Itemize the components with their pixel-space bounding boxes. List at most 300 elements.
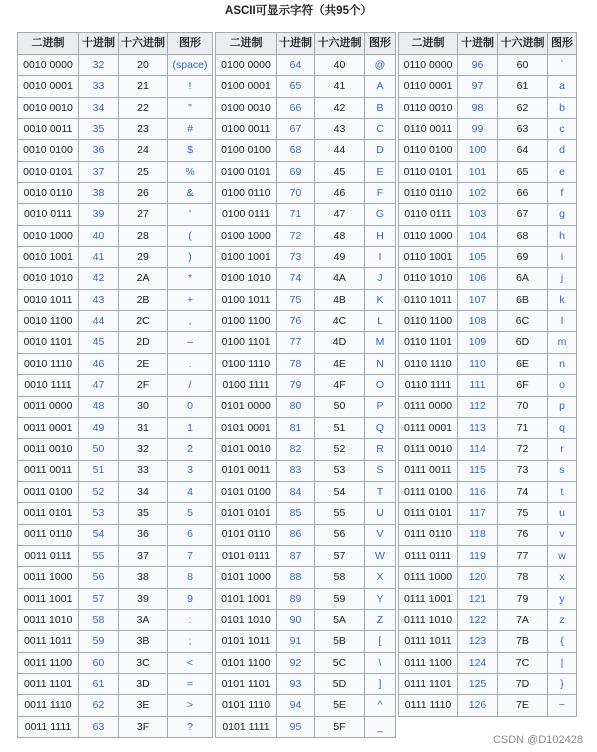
binary-cell: 0110 0110 (399, 183, 458, 204)
decimal-cell[interactable]: 46 (79, 353, 119, 374)
decimal-cell[interactable]: 59 (79, 631, 119, 652)
glyph-cell[interactable]: { (548, 631, 577, 652)
decimal-cell[interactable]: 99 (458, 119, 498, 140)
glyph-cell[interactable]: (space) (168, 55, 213, 76)
binary-cell: 0101 0010 (216, 439, 277, 460)
decimal-cell[interactable]: 41 (79, 247, 119, 268)
binary-cell: 0111 0001 (399, 417, 458, 438)
decimal-cell[interactable]: 110 (458, 353, 498, 374)
decimal-cell[interactable]: 73 (277, 247, 315, 268)
decimal-cell[interactable]: 108 (458, 311, 498, 332)
decimal-cell[interactable]: 78 (277, 353, 315, 374)
binary-cell: 0011 1101 (18, 673, 79, 694)
hex-cell: 2C (119, 311, 168, 332)
binary-cell: 0110 0101 (399, 161, 458, 182)
decimal-cell[interactable]: 117 (458, 503, 498, 524)
glyph-cell[interactable]: , (168, 311, 213, 332)
glyph-cell[interactable]: | (548, 652, 577, 673)
table-row (216, 76, 396, 97)
decimal-cell[interactable]: 61 (79, 673, 119, 694)
decimal-cell[interactable]: 69 (277, 161, 315, 182)
decimal-cell[interactable]: 109 (458, 332, 498, 353)
glyph-cell[interactable]: i (548, 247, 577, 268)
decimal-cell[interactable]: 66 (277, 97, 315, 118)
decimal-cell[interactable]: 114 (458, 439, 498, 460)
glyph-cell[interactable]: Z (365, 609, 396, 630)
glyph-cell[interactable]: b (548, 97, 577, 118)
hex-cell: 3C (119, 652, 168, 673)
decimal-cell[interactable]: 125 (458, 673, 498, 694)
binary-cell: 0101 1101 (216, 673, 277, 694)
hex-cell: 40 (315, 55, 365, 76)
glyph-cell[interactable]: 6 (168, 524, 213, 545)
decimal-cell[interactable]: 32 (79, 55, 119, 76)
decimal-cell[interactable]: 113 (458, 417, 498, 438)
table-row (18, 268, 213, 289)
hex-cell: 70 (498, 396, 548, 417)
hex-cell: 21 (119, 76, 168, 97)
decimal-cell[interactable]: 81 (277, 417, 315, 438)
decimal-cell[interactable]: 88 (277, 567, 315, 588)
glyph-cell[interactable]: C (365, 119, 396, 140)
hex-cell: 29 (119, 247, 168, 268)
glyph-cell[interactable]: ~ (548, 695, 577, 716)
glyph-cell[interactable]: w (548, 545, 577, 566)
hex-cell: 31 (119, 417, 168, 438)
glyph-cell[interactable]: V (365, 524, 396, 545)
decimal-cell[interactable]: 36 (79, 140, 119, 161)
decimal-cell[interactable]: 83 (277, 460, 315, 481)
glyph-cell[interactable]: [ (365, 631, 396, 652)
hex-cell: 34 (119, 481, 168, 502)
table-row (399, 140, 577, 161)
hex-cell: 46 (315, 183, 365, 204)
decimal-cell[interactable]: 39 (79, 204, 119, 225)
decimal-cell[interactable]: 116 (458, 481, 498, 502)
glyph-cell[interactable]: d (548, 140, 577, 161)
table-row (18, 588, 213, 609)
table-row (216, 289, 396, 310)
decimal-cell[interactable]: 56 (79, 567, 119, 588)
table-row (399, 524, 577, 545)
glyph-cell[interactable]: 9 (168, 588, 213, 609)
decimal-cell[interactable]: 118 (458, 524, 498, 545)
table-header-row (216, 33, 396, 55)
decimal-cell[interactable]: 62 (79, 695, 119, 716)
glyph-cell[interactable]: ( (168, 225, 213, 246)
decimal-cell[interactable]: 71 (277, 204, 315, 225)
decimal-cell[interactable]: 67 (277, 119, 315, 140)
table-row (399, 332, 577, 353)
table-row (216, 119, 396, 140)
glyph-cell[interactable]: F (365, 183, 396, 204)
table-row (399, 375, 577, 396)
decimal-cell[interactable]: 80 (277, 396, 315, 417)
hex-cell: 24 (119, 140, 168, 161)
binary-cell: 0010 0100 (18, 140, 79, 161)
hex-cell: 4D (315, 332, 365, 353)
decimal-cell[interactable]: 42 (79, 268, 119, 289)
glyph-cell[interactable]: } (548, 673, 577, 694)
decimal-cell[interactable]: 101 (458, 161, 498, 182)
decimal-cell[interactable]: 60 (79, 652, 119, 673)
table-row (399, 161, 577, 182)
glyph-cell[interactable]: U (365, 503, 396, 524)
decimal-cell[interactable]: 105 (458, 247, 498, 268)
glyph-cell[interactable]: ` (548, 55, 577, 76)
glyph-cell[interactable]: ] (365, 673, 396, 694)
glyph-cell[interactable]: ! (168, 76, 213, 97)
hex-cell: 64 (498, 140, 548, 161)
glyph-cell[interactable]: 4 (168, 481, 213, 502)
glyph-cell[interactable]: P (365, 396, 396, 417)
glyph-cell[interactable]: D (365, 140, 396, 161)
decimal-cell[interactable]: 111 (458, 375, 498, 396)
glyph-cell[interactable]: O (365, 375, 396, 396)
glyph-cell[interactable]: + (168, 289, 213, 310)
hex-cell: 38 (119, 567, 168, 588)
decimal-cell[interactable]: 65 (277, 76, 315, 97)
binary-cell: 0111 0011 (399, 460, 458, 481)
table-row (399, 652, 577, 673)
glyph-cell[interactable]: t (548, 481, 577, 502)
decimal-cell[interactable]: 86 (277, 524, 315, 545)
decimal-cell[interactable]: 47 (79, 375, 119, 396)
decimal-cell[interactable]: 63 (79, 716, 119, 737)
decimal-cell[interactable]: 51 (79, 460, 119, 481)
hex-cell: 36 (119, 524, 168, 545)
decimal-cell[interactable]: 112 (458, 396, 498, 417)
binary-cell: 0010 1101 (18, 332, 79, 353)
decimal-cell[interactable]: 100 (458, 140, 498, 161)
glyph-cell[interactable]: 7 (168, 545, 213, 566)
glyph-cell[interactable]: < (168, 652, 213, 673)
binary-cell: 0111 0000 (399, 396, 458, 417)
glyph-cell[interactable]: 1 (168, 417, 213, 438)
decimal-cell[interactable]: 34 (79, 97, 119, 118)
glyph-cell[interactable]: ? (168, 716, 213, 737)
binary-cell: 0011 0110 (18, 524, 79, 545)
hex-cell: 3B (119, 631, 168, 652)
glyph-cell[interactable]: p (548, 396, 577, 417)
glyph-cell[interactable]: – (168, 332, 213, 353)
hex-cell: 45 (315, 161, 365, 182)
binary-cell: 0111 1110 (399, 695, 458, 716)
decimal-cell[interactable]: 119 (458, 545, 498, 566)
glyph-cell[interactable]: e (548, 161, 577, 182)
decimal-cell[interactable]: 44 (79, 311, 119, 332)
glyph-cell[interactable]: B (365, 97, 396, 118)
table-row (399, 268, 577, 289)
hex-cell: 6C (498, 311, 548, 332)
table-row (18, 353, 213, 374)
glyph-cell[interactable]: k (548, 289, 577, 310)
hex-cell: 28 (119, 225, 168, 246)
glyph-cell[interactable]: z (548, 609, 577, 630)
decimal-cell[interactable]: 49 (79, 417, 119, 438)
binary-cell: 0111 0010 (399, 439, 458, 460)
table-row (216, 311, 396, 332)
decimal-cell[interactable]: 103 (458, 204, 498, 225)
decimal-cell[interactable]: 70 (277, 183, 315, 204)
glyph-cell[interactable]: / (168, 375, 213, 396)
decimal-cell[interactable]: 40 (79, 225, 119, 246)
hex-cell: 75 (498, 503, 548, 524)
glyph-cell[interactable]: E (365, 161, 396, 182)
table-header-row (399, 33, 577, 55)
hex-cell: 42 (315, 97, 365, 118)
glyph-cell[interactable]: S (365, 460, 396, 481)
hex-cell: 6B (498, 289, 548, 310)
table-row (399, 119, 577, 140)
glyph-cell[interactable]: N (365, 353, 396, 374)
hex-cell: 2E (119, 353, 168, 374)
header-hex: 十六进制 (498, 33, 548, 55)
glyph-cell[interactable]: o (548, 375, 577, 396)
glyph-cell[interactable]: L (365, 311, 396, 332)
glyph-cell[interactable]: H (365, 225, 396, 246)
glyph-cell[interactable]: ) (168, 247, 213, 268)
binary-cell: 0111 1001 (399, 588, 458, 609)
decimal-cell[interactable]: 38 (79, 183, 119, 204)
binary-cell: 0111 0110 (399, 524, 458, 545)
glyph-cell[interactable]: r (548, 439, 577, 460)
decimal-cell[interactable]: 53 (79, 503, 119, 524)
decimal-cell[interactable]: 95 (277, 716, 315, 737)
decimal-cell[interactable]: 92 (277, 652, 315, 673)
page-title: ASCII可显示字符（共95个） (225, 5, 372, 17)
decimal-cell[interactable]: 106 (458, 268, 498, 289)
decimal-cell[interactable]: 104 (458, 225, 498, 246)
glyph-cell[interactable]: > (168, 695, 213, 716)
glyph-cell[interactable]: : (168, 609, 213, 630)
decimal-cell[interactable]: 54 (79, 524, 119, 545)
table-row (216, 588, 396, 609)
glyph-cell[interactable]: 2 (168, 439, 213, 460)
binary-cell: 0011 1111 (18, 716, 79, 737)
binary-cell: 0101 1100 (216, 652, 277, 673)
binary-cell: 0010 0111 (18, 204, 79, 225)
decimal-cell[interactable]: 72 (277, 225, 315, 246)
glyph-cell[interactable]: 0 (168, 396, 213, 417)
binary-cell: 0100 1011 (216, 289, 277, 310)
binary-cell: 0101 0110 (216, 524, 277, 545)
binary-cell: 0100 0011 (216, 119, 277, 140)
decimal-cell[interactable]: 93 (277, 673, 315, 694)
hex-cell: 44 (315, 140, 365, 161)
glyph-cell[interactable]: & (168, 183, 213, 204)
glyph-cell[interactable]: _ (365, 716, 396, 737)
glyph-cell[interactable]: I (365, 247, 396, 268)
glyph-cell[interactable]: = (168, 673, 213, 694)
glyph-cell[interactable]: x (548, 567, 577, 588)
binary-cell: 0110 1011 (399, 289, 458, 310)
glyph-cell[interactable]: q (548, 417, 577, 438)
hex-cell: 6F (498, 375, 548, 396)
binary-cell: 0101 1001 (216, 588, 277, 609)
decimal-cell[interactable]: 77 (277, 332, 315, 353)
binary-cell: 0011 0011 (18, 460, 79, 481)
binary-cell: 0010 1110 (18, 353, 79, 374)
decimal-cell[interactable]: 90 (277, 609, 315, 630)
decimal-cell[interactable]: 75 (277, 289, 315, 310)
decimal-cell[interactable]: 82 (277, 439, 315, 460)
table-row (18, 673, 213, 694)
decimal-cell[interactable]: 33 (79, 76, 119, 97)
glyph-cell[interactable]: X (365, 567, 396, 588)
glyph-cell[interactable]: T (365, 481, 396, 502)
table-row (216, 716, 396, 737)
glyph-cell[interactable]: A (365, 76, 396, 97)
decimal-cell[interactable]: 87 (277, 545, 315, 566)
glyph-cell[interactable]: W (365, 545, 396, 566)
decimal-cell[interactable]: 50 (79, 439, 119, 460)
hex-cell: 2B (119, 289, 168, 310)
decimal-cell[interactable]: 74 (277, 268, 315, 289)
hex-cell: 4A (315, 268, 365, 289)
decimal-cell[interactable]: 57 (79, 588, 119, 609)
hex-cell: 48 (315, 225, 365, 246)
decimal-cell[interactable]: 123 (458, 631, 498, 652)
header-glyph: 图形 (548, 33, 577, 55)
decimal-cell[interactable]: 64 (277, 55, 315, 76)
table-row (216, 55, 396, 76)
glyph-cell[interactable]: s (548, 460, 577, 481)
hex-cell: 65 (498, 161, 548, 182)
glyph-cell[interactable]: . (168, 353, 213, 374)
table-row (399, 289, 577, 310)
decimal-cell[interactable]: 35 (79, 119, 119, 140)
decimal-cell[interactable]: 124 (458, 652, 498, 673)
hex-cell: 32 (119, 439, 168, 460)
glyph-cell[interactable]: ; (168, 631, 213, 652)
decimal-cell[interactable]: 68 (277, 140, 315, 161)
decimal-cell[interactable]: 79 (277, 375, 315, 396)
decimal-cell[interactable]: 48 (79, 396, 119, 417)
decimal-cell[interactable]: 58 (79, 609, 119, 630)
decimal-cell[interactable]: 122 (458, 609, 498, 630)
binary-cell: 0011 1110 (18, 695, 79, 716)
glyph-cell[interactable]: # (168, 119, 213, 140)
hex-cell: 52 (315, 439, 365, 460)
glyph-cell[interactable]: @ (365, 55, 396, 76)
table-row (18, 631, 213, 652)
decimal-cell[interactable]: 85 (277, 503, 315, 524)
decimal-cell[interactable]: 107 (458, 289, 498, 310)
glyph-cell[interactable]: Y (365, 588, 396, 609)
table-row (216, 524, 396, 545)
decimal-cell[interactable]: 115 (458, 460, 498, 481)
table-row (18, 225, 213, 246)
glyph-cell[interactable]: n (548, 353, 577, 374)
table-row (399, 76, 577, 97)
glyph-cell[interactable]: $ (168, 140, 213, 161)
table-row (399, 353, 577, 374)
glyph-cell[interactable]: " (168, 97, 213, 118)
glyph-cell[interactable]: j (548, 268, 577, 289)
glyph-cell[interactable]: 5 (168, 503, 213, 524)
hex-cell: 22 (119, 97, 168, 118)
glyph-cell[interactable]: u (548, 503, 577, 524)
glyph-cell[interactable]: v (548, 524, 577, 545)
decimal-cell[interactable]: 52 (79, 481, 119, 502)
decimal-cell[interactable]: 94 (277, 695, 315, 716)
binary-cell: 0111 1011 (399, 631, 458, 652)
table-row (18, 183, 213, 204)
hex-cell: 56 (315, 524, 365, 545)
decimal-cell[interactable]: 89 (277, 588, 315, 609)
glyph-cell[interactable]: G (365, 204, 396, 225)
table-row (18, 716, 213, 737)
hex-cell: 53 (315, 460, 365, 481)
binary-cell: 0100 0001 (216, 76, 277, 97)
decimal-cell[interactable]: 84 (277, 481, 315, 502)
glyph-cell[interactable]: J (365, 268, 396, 289)
decimal-cell[interactable]: 121 (458, 588, 498, 609)
decimal-cell[interactable]: 37 (79, 161, 119, 182)
glyph-cell[interactable]: l (548, 311, 577, 332)
glyph-cell[interactable]: a (548, 76, 577, 97)
table-row (399, 545, 577, 566)
glyph-cell[interactable]: y (548, 588, 577, 609)
hex-cell: 3A (119, 609, 168, 630)
binary-cell: 0011 0100 (18, 481, 79, 502)
table-row (399, 609, 577, 630)
glyph-cell[interactable]: c (548, 119, 577, 140)
binary-cell: 0110 0011 (399, 119, 458, 140)
glyph-cell[interactable]: \ (365, 652, 396, 673)
glyph-cell[interactable]: h (548, 225, 577, 246)
glyph-cell[interactable]: m (548, 332, 577, 353)
hex-cell: 4E (315, 353, 365, 374)
hex-cell: 26 (119, 183, 168, 204)
binary-cell: 0010 1010 (18, 268, 79, 289)
decimal-cell[interactable]: 126 (458, 695, 498, 716)
glyph-cell[interactable]: * (168, 268, 213, 289)
decimal-cell[interactable]: 98 (458, 97, 498, 118)
glyph-cell[interactable]: 3 (168, 460, 213, 481)
glyph-cell[interactable]: g (548, 204, 577, 225)
decimal-cell[interactable]: 97 (458, 76, 498, 97)
glyph-cell[interactable]: f (548, 183, 577, 204)
glyph-cell[interactable]: K (365, 289, 396, 310)
glyph-cell[interactable]: % (168, 161, 213, 182)
decimal-cell[interactable]: 76 (277, 311, 315, 332)
glyph-cell[interactable]: Q (365, 417, 396, 438)
table-row (399, 311, 577, 332)
decimal-cell[interactable]: 43 (79, 289, 119, 310)
decimal-cell[interactable]: 102 (458, 183, 498, 204)
table-row (18, 247, 213, 268)
hex-cell: 5F (315, 716, 365, 737)
decimal-cell[interactable]: 91 (277, 631, 315, 652)
glyph-cell[interactable]: M (365, 332, 396, 353)
glyph-cell[interactable]: ^ (365, 695, 396, 716)
hex-cell: 2D (119, 332, 168, 353)
decimal-cell[interactable]: 45 (79, 332, 119, 353)
decimal-cell[interactable]: 55 (79, 545, 119, 566)
glyph-cell[interactable]: 8 (168, 567, 213, 588)
glyph-cell[interactable]: R (365, 439, 396, 460)
binary-cell: 0110 1111 (399, 375, 458, 396)
hex-cell: 30 (119, 396, 168, 417)
binary-cell: 0100 1110 (216, 353, 277, 374)
decimal-cell[interactable]: 96 (458, 55, 498, 76)
binary-cell: 0100 0110 (216, 183, 277, 204)
glyph-cell[interactable]: ' (168, 204, 213, 225)
decimal-cell[interactable]: 120 (458, 567, 498, 588)
binary-cell: 0010 0011 (18, 119, 79, 140)
